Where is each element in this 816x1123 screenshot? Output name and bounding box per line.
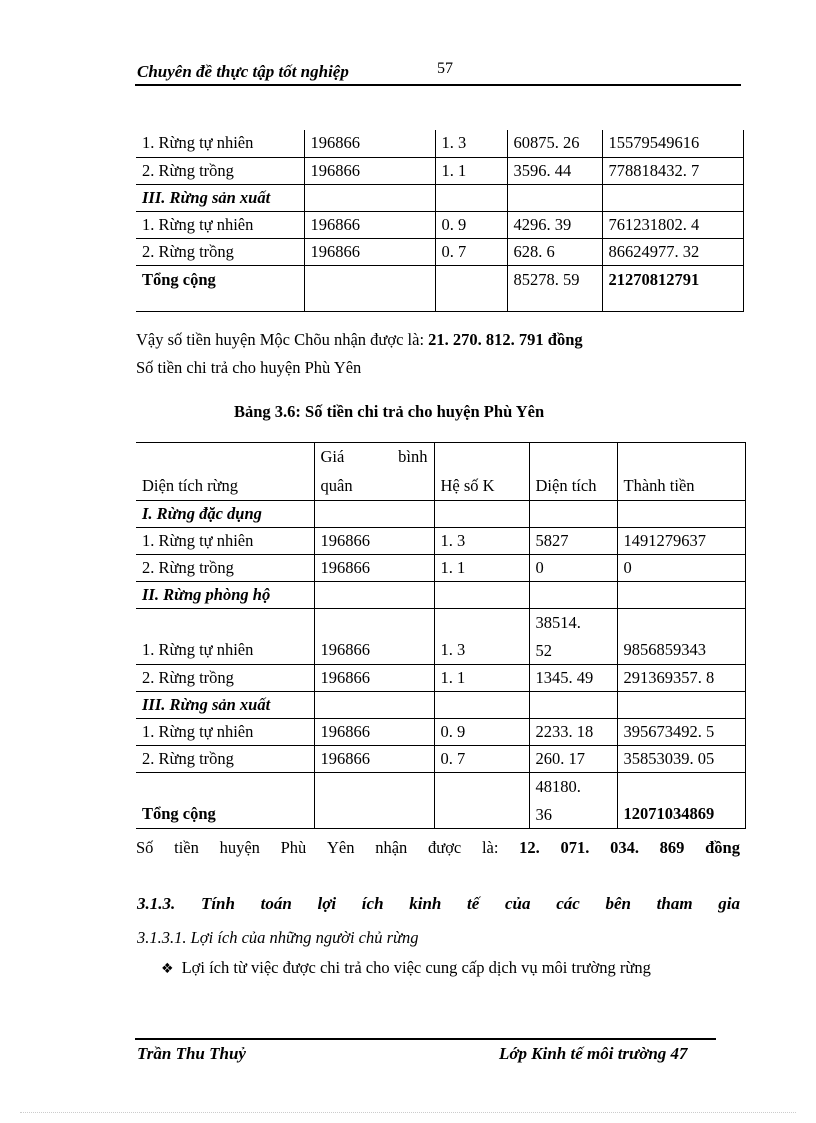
table-cell: 2. Rừng trồng xyxy=(136,555,314,582)
heading-word: kinh xyxy=(409,894,442,913)
table-cell: 196866 xyxy=(304,157,435,184)
table-cell xyxy=(314,773,434,829)
table-row xyxy=(136,692,745,719)
table-cell xyxy=(314,582,434,609)
table-cell: 2. Rừng trồng xyxy=(136,665,314,692)
table-cell: 0. 9 xyxy=(435,211,507,238)
table-cell xyxy=(617,582,745,609)
table-cell: 778818432. 7 xyxy=(602,157,743,184)
amount-part: 869 xyxy=(659,838,685,857)
table-cell: 0. 9 xyxy=(434,719,529,746)
table-cell: 1. Rừng tự nhiên xyxy=(136,130,304,157)
table-cell: I. Rừng đặc dụng xyxy=(136,501,314,528)
table-cell: 628. 6 xyxy=(507,238,602,265)
cell-line: 52 xyxy=(535,640,552,660)
table-cell: 196866 xyxy=(314,555,434,582)
table-cell: 1. 1 xyxy=(434,555,529,582)
mocchau-amount: 21. 270. 812. 791 đồng xyxy=(428,330,583,349)
table-cell: 196866 xyxy=(314,665,434,692)
sentence-word: Số xyxy=(136,838,154,857)
table-header: Thành tiền xyxy=(617,443,745,501)
table-cell: 1. Rừng tự nhiên xyxy=(136,609,314,665)
table-cell: 0 xyxy=(529,555,617,582)
table-caption: Bảng 3.6: Số tiền chi trả cho huyện Phù Yên xyxy=(234,402,545,421)
table-cell: 1345. 49 xyxy=(529,665,617,692)
sentence-word: là: xyxy=(481,838,499,857)
table-cell: 1491279637 xyxy=(617,528,745,555)
table-row xyxy=(136,746,745,773)
amount-part: 034. xyxy=(610,838,639,857)
table-cell: 196866 xyxy=(304,238,435,265)
table-row xyxy=(136,528,745,555)
table-cell xyxy=(529,582,617,609)
table-row xyxy=(136,719,745,746)
table-row xyxy=(136,555,745,582)
heading-word: Tính xyxy=(200,894,235,913)
sentence-word: Yên xyxy=(327,838,355,857)
table-cell: 260. 17 xyxy=(529,746,617,773)
table-row-total xyxy=(136,773,745,829)
table-cell: 2233. 18 xyxy=(529,719,617,746)
heading-word: toán xyxy=(260,894,292,913)
table-row-total xyxy=(136,265,743,311)
amount-part: 071. xyxy=(560,838,590,857)
table-cell: 196866 xyxy=(314,746,434,773)
subsection-heading: 3.1.3.1. Lợi ích của những người chủ rừng xyxy=(137,928,419,947)
table-row xyxy=(136,184,743,211)
phuyen-intro: Số tiền chi trả cho huyện Phù Yên xyxy=(136,358,362,377)
table-cell: 1. Rừng tự nhiên xyxy=(136,211,304,238)
heading-word: tham xyxy=(656,894,693,913)
heading-word: tế xyxy=(467,894,480,913)
mocchau-total-line xyxy=(136,330,583,350)
table-row xyxy=(136,130,743,157)
table-phuyen xyxy=(136,442,746,829)
footer-class: Lớp Kinh tế môi trường 47 xyxy=(499,1044,688,1063)
table-cell: 2. Rừng trồng xyxy=(136,157,304,184)
table-cell: 1. 1 xyxy=(435,157,507,184)
table-cell xyxy=(434,582,529,609)
table-cell xyxy=(617,501,745,528)
cell-line: 38514. xyxy=(535,612,581,632)
heading-word: 3.1.3. xyxy=(137,894,176,913)
bullet-item xyxy=(161,958,651,978)
diamond-bullet-icon: ❖ xyxy=(161,961,174,977)
table-cell: Tổng cộng xyxy=(136,265,304,311)
table-cell: 2. Rừng trồng xyxy=(136,746,314,773)
sentence-word: tiền xyxy=(174,838,199,857)
table-cell xyxy=(602,184,743,211)
footer-author: Trần Thu Thuỷ xyxy=(137,1044,246,1063)
table-cell: 1. 1 xyxy=(434,665,529,692)
table-cell: 85278. 59 xyxy=(507,265,602,311)
sentence-word: Phù xyxy=(280,838,307,857)
heading-word: các xyxy=(556,894,580,913)
table-cell: 0. 7 xyxy=(434,746,529,773)
table-cell: 196866 xyxy=(314,609,434,665)
header-word: bình xyxy=(398,447,428,466)
table-cell: 1. 3 xyxy=(435,130,507,157)
amount-part: 12. xyxy=(519,838,540,857)
table-row xyxy=(136,238,743,265)
table-cell: 196866 xyxy=(314,528,434,555)
table-cell xyxy=(617,692,745,719)
header-title: Chuyên đề thực tập tốt nghiệp xyxy=(137,62,349,81)
table-cell xyxy=(304,184,435,211)
table-cell: 15579549616 xyxy=(602,130,743,157)
table-row xyxy=(136,665,745,692)
table-cell: III. Rừng sản xuất xyxy=(136,692,314,719)
table-row xyxy=(136,582,745,609)
section-heading xyxy=(137,894,740,914)
table-cell: 291369357. 8 xyxy=(617,665,745,692)
amount-part: đồng xyxy=(705,838,740,857)
table-cell: 196866 xyxy=(304,211,435,238)
table-cell: 5827 xyxy=(529,528,617,555)
table-cell xyxy=(529,692,617,719)
table-cell: 1. Rừng tự nhiên xyxy=(136,719,314,746)
table-row xyxy=(136,157,743,184)
table-cell xyxy=(507,184,602,211)
table-cell xyxy=(529,773,617,829)
footer-rule xyxy=(135,1038,716,1040)
table-cell xyxy=(529,609,617,665)
table-cell: 0 xyxy=(617,555,745,582)
table-cell: 761231802. 4 xyxy=(602,211,743,238)
table-cell: 9856859343 xyxy=(617,609,745,665)
heading-word: của xyxy=(505,894,531,913)
table-cell: 4296. 39 xyxy=(507,211,602,238)
table-header: Diện tích rừng xyxy=(136,443,314,501)
table-cell xyxy=(434,501,529,528)
table-cell: 196866 xyxy=(314,719,434,746)
mocchau-prefix: Vậy số tiền huyện Mộc Chõu nhận được là: xyxy=(136,330,429,349)
table-cell: II. Rừng phòng hộ xyxy=(136,582,314,609)
table-cell xyxy=(434,773,529,829)
header-word: Giá xyxy=(320,447,345,466)
table-mocchau-continuation xyxy=(136,130,744,312)
bullet-text: Lợi ích từ việc được chi trả cho việc cung cấp dịch vụ môi trường rừng xyxy=(181,958,651,977)
table-header xyxy=(314,443,434,501)
heading-word: gia xyxy=(718,894,740,913)
heading-word: bên xyxy=(605,894,631,913)
table-cell: III. Rừng sản xuất xyxy=(136,184,304,211)
table-header: Diện tích xyxy=(529,443,617,501)
table-cell: Tổng cộng xyxy=(136,773,314,829)
table-cell xyxy=(314,501,434,528)
sentence-word: nhận xyxy=(375,838,408,857)
page-number: 57 xyxy=(437,60,453,77)
table-cell: 0. 7 xyxy=(435,238,507,265)
table-cell: 2. Rừng trồng xyxy=(136,238,304,265)
heading-word: ích xyxy=(361,894,384,913)
table-cell xyxy=(304,265,435,311)
table-cell: 1. 3 xyxy=(434,609,529,665)
table-cell: 395673492. 5 xyxy=(617,719,745,746)
table-cell: 12071034869 xyxy=(617,773,745,829)
table-cell xyxy=(435,265,507,311)
cell-line: 48180. xyxy=(535,776,581,796)
cell-line: 36 xyxy=(535,804,552,824)
table-cell: 21270812791 xyxy=(602,265,743,311)
table-row xyxy=(136,609,745,665)
table-cell: 3596. 44 xyxy=(507,157,602,184)
table-cell: 1. Rừng tự nhiên xyxy=(136,528,314,555)
phuyen-total-line xyxy=(136,838,740,858)
table-cell xyxy=(434,692,529,719)
page-bottom-dotted-line xyxy=(20,1112,796,1113)
sentence-word: được xyxy=(428,838,462,857)
sentence-word: huyện xyxy=(219,838,260,857)
table-cell: 60875. 26 xyxy=(507,130,602,157)
table-cell: 1. 3 xyxy=(434,528,529,555)
table-cell: 196866 xyxy=(304,130,435,157)
table-cell xyxy=(529,501,617,528)
table-row xyxy=(136,501,745,528)
table-cell xyxy=(435,184,507,211)
header-word: quân xyxy=(320,476,353,495)
table-cell xyxy=(314,692,434,719)
table-header: Hệ số K xyxy=(434,443,529,501)
table-row xyxy=(136,211,743,238)
table-cell: 86624977. 32 xyxy=(602,238,743,265)
heading-word: lợi xyxy=(317,894,337,913)
table-cell: 35853039. 05 xyxy=(617,746,745,773)
table-header-row xyxy=(136,443,745,501)
header-rule xyxy=(135,84,741,86)
